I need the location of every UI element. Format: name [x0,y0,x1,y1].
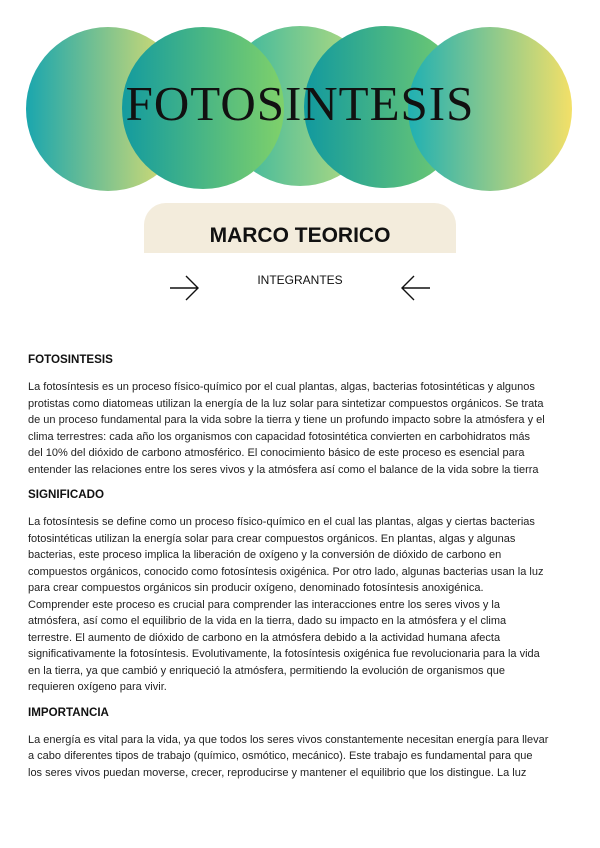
paragraph-line: bacterias, este proceso implica la liberación de oxígeno y la conversión de dióxido de carbono en [28,549,502,561]
paragraph-line: clima terrestres: cada año los organismos con capacidad fotosintética convierten en carbohidratos más [28,430,530,443]
arrow-left-icon [398,273,432,303]
section-paragraph [28,514,568,696]
paragraph-line: de un proceso fundamental para la vida sobre la tierra y tiene un profundo impacto sobre la atmósfera y el [28,414,545,426]
paragraph-line: requieren oxígeno para vivir. [28,681,167,693]
document-body [28,352,568,790]
paragraph-line: los seres vivos puedan moverse, crecer, reproducirse y mantener el equilibrio que los distingue. La luz [28,766,527,779]
page-title: FOTOSINTESIS [125,76,475,131]
paragraph-line: del 10% del dióxido de carbono atmosférico. El conocimiento básico de este proceso es esencial para [28,447,525,459]
paragraph-line: entender las relaciones entre los seres vivos y la atmósfera así como el balance de la vida sobre la tierra [28,463,539,476]
section-heading: FOTOSINTESIS [28,353,113,366]
paragraph-line: significativamente la fotosíntesis. Evolutivamente, la fotosíntesis oxigénica fue revolucionaria para la vida [28,648,540,660]
paragraph-line: fotosintéticas utilizan la energía solar para crear compuestos orgánicos. En plantas, algas y algunas [28,532,516,545]
paragraph-line: terrestre. El aumento de dióxido de carbono en la atmósfera debido a la actividad humana afecta [28,631,501,644]
paragraph-line: a cabo diferentes tipos de trabajo (químico, osmótico, mecánico). Este trabajo es fundamental para que [28,750,533,762]
paragraph-line: en la tierra, ya que cambió y enriqueció la atmósfera, permitiendo la evolución de organismos que [28,664,505,677]
paragraph-line: La fotosíntesis se define como un proceso físico-químico en el cual las plantas, algas y ciertas bacterias [28,516,535,528]
paragraph-line: compuestos orgánicos, conocido como fotosíntesis oxigénica. Por otro lado, algunas bacterias usan la luz [28,565,544,578]
integrantes-label: INTEGRANTES [257,273,343,287]
paragraph-line: protistas como diatomeas utilizan la energía de la luz solar para sintetizar compuestos orgánicos. Se trata [28,397,544,410]
section-paragraph [28,379,568,478]
paragraph-line: La fotosíntesis es un proceso físico-químico por el cual plantas, algas, bacterias fotosintéticas y algunos [28,381,535,393]
paragraph-line: La energía es vital para la vida, ya que todos los seres vivos constantemente necesitan energía para llevar [28,733,549,746]
page-subtitle: MARCO TEORICO [209,224,391,247]
section-heading: SIGNIFICADO [28,488,105,501]
paragraph-line: atmósfera, así como el equilibrio de la vida en la tierra, dado su impacto en la atmósfera y el clima [28,615,507,627]
section-heading: IMPORTANCIA [28,705,109,719]
paragraph-line: para crear compuestos orgánicos sin producir oxígeno, denominado fotosíntesis anoxigénica. [28,582,484,594]
section-paragraph [28,732,568,782]
paragraph-line: Comprender este proceso es crucial para comprender las interacciones entre los seres vivos y la [28,598,500,611]
